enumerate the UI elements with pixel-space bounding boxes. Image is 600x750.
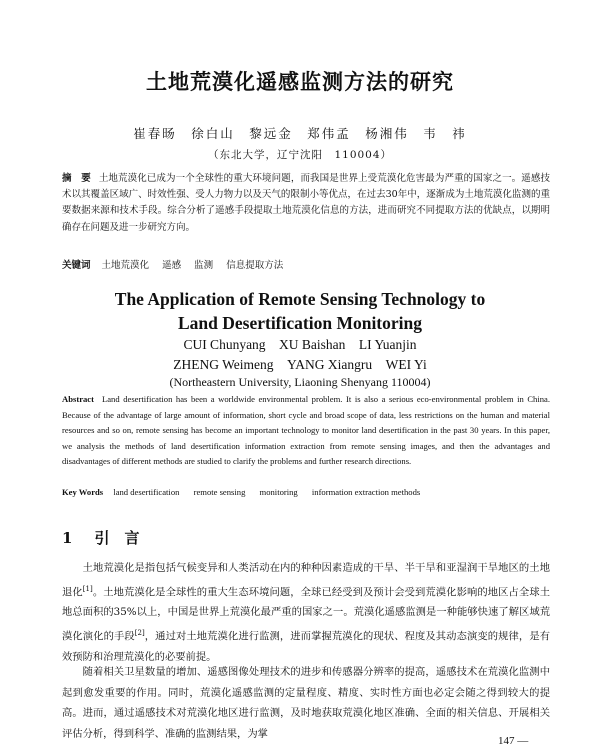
english-keyword: information extraction methods	[311, 487, 421, 497]
english-keywords	[62, 487, 550, 497]
chinese-keywords-label: 关键词	[62, 260, 91, 271]
chinese-keyword: 监测	[194, 260, 214, 271]
english-abstract	[62, 392, 550, 470]
chinese-title: 土地荒漠化遥感监测方法的研究	[146, 69, 454, 94]
chinese-authors: 崔春旸 徐白山 黎远金 郑伟孟 杨湘伟 韦 祎	[133, 126, 467, 141]
english-keyword: remote sensing	[193, 487, 246, 497]
body-paragraph-2: 随着相关卫星数量的增加、遥感图像处理技术的进步和传感器分辨率的提高，遥感技术在荒漠化监测中起到愈发重要的作用。同时，荒漠化遥感监测的定量程度、精度、实时性方面也必定会随之得到较大的提高。进而，通过遥感技术对荒漠化地区进行监测，及时地获取荒漠化地区准确、全面的相关信息、开展相关评估分析，得到科学、准确的监测结果，为掌	[62, 666, 550, 740]
english-title	[0, 287, 600, 335]
chinese-keyword: 遥感	[162, 260, 182, 271]
section-title: 引 言	[94, 529, 140, 547]
paragraph-text: ，通过对土地荒漠化进行监测，进而掌握荒漠化的现状、程度及其动态演变的规律，是有效预防和治理荒漠化的必要前提。	[62, 630, 551, 663]
body-paragraph-1	[62, 558, 550, 667]
english-abstract-text: Land desertification has been a worldwide environmental problem. It is also a serious eco-environmental problem in China. Because of the advantage of large amount of information, short cycle and broad scope of data, less restrictions on the human and material resources and so on, remote sensing has become an important technology to monitor land desertification in the past 30 years. In this paper, we analysis the methods of land desertification information extraction from remote sensing images, and then the advantages and disadvantages of different methods are studied to clarify the problems and further research directions.	[62, 394, 550, 467]
paragraph-text: 土地荒漠化是指包括气候变异和人类活动在内的种种因素造成的干旱、半干旱和亚湿润干旱地区的土地退化	[62, 562, 550, 598]
english-keyword: monitoring	[259, 487, 298, 497]
english-authors	[0, 335, 600, 375]
page-number: 147 —	[498, 735, 529, 747]
chinese-affiliation: （东北大学，辽宁沈阳 110004）	[207, 149, 393, 161]
section-heading	[62, 527, 161, 548]
english-keyword: land desertification	[113, 487, 180, 497]
english-affiliation: (Northeastern University, Liaoning Shenyang 110004)	[169, 375, 431, 389]
paragraph-text: 。土地荒漠化是全球性的重大生态环境问题，全球已经受到及预计会受到荒漠化影响的地区占全球土地总面积的35%以上，中国是世界上荒漠化最严重的国家之一。荒漠化遥感监测是一种能够快速了解区域荒漠化演化的手段	[62, 585, 551, 643]
english-abstract-label: Abstract	[62, 394, 94, 404]
english-keywords-label: Key Words	[62, 487, 104, 497]
section-number: 1	[62, 529, 73, 547]
chinese-keywords	[62, 257, 550, 271]
chinese-keyword: 土地荒漠化	[101, 260, 150, 271]
english-authors-line2: ZHENG Weimeng YANG Xiangru WEI Yi	[173, 357, 427, 372]
english-title-line1: The Application of Remote Sensing Technology to	[114, 289, 486, 309]
chinese-abstract-label: 摘 要	[62, 173, 91, 184]
chinese-abstract	[62, 171, 550, 236]
english-title-line2: Land Desertification Monitoring	[177, 313, 422, 333]
citation-ref[interactable]: [1]	[82, 584, 93, 593]
chinese-abstract-text: 土地荒漠化已成为一个全球性的重大环境问题，而我国是世界上受荒漠化危害最为严重的国家之一。遥感技术以其覆盖区域广、时效性强、受人力物力以及天气的限制小等优点，在过去30年中，逐渐成为土地荒漠化监测的重要数据来源和技术手段。综合分析了遥感手段提取土地荒漠化信息的方法，进而研究不同提取方法的优缺点，以期明确存在问题及进一步研究方向。	[62, 173, 550, 233]
citation-ref[interactable]: [2]	[134, 628, 145, 637]
chinese-keyword: 信息提取方法	[226, 260, 284, 271]
english-authors-line1: CUI Chunyang XU Baishan LI Yuanjin	[183, 337, 417, 352]
